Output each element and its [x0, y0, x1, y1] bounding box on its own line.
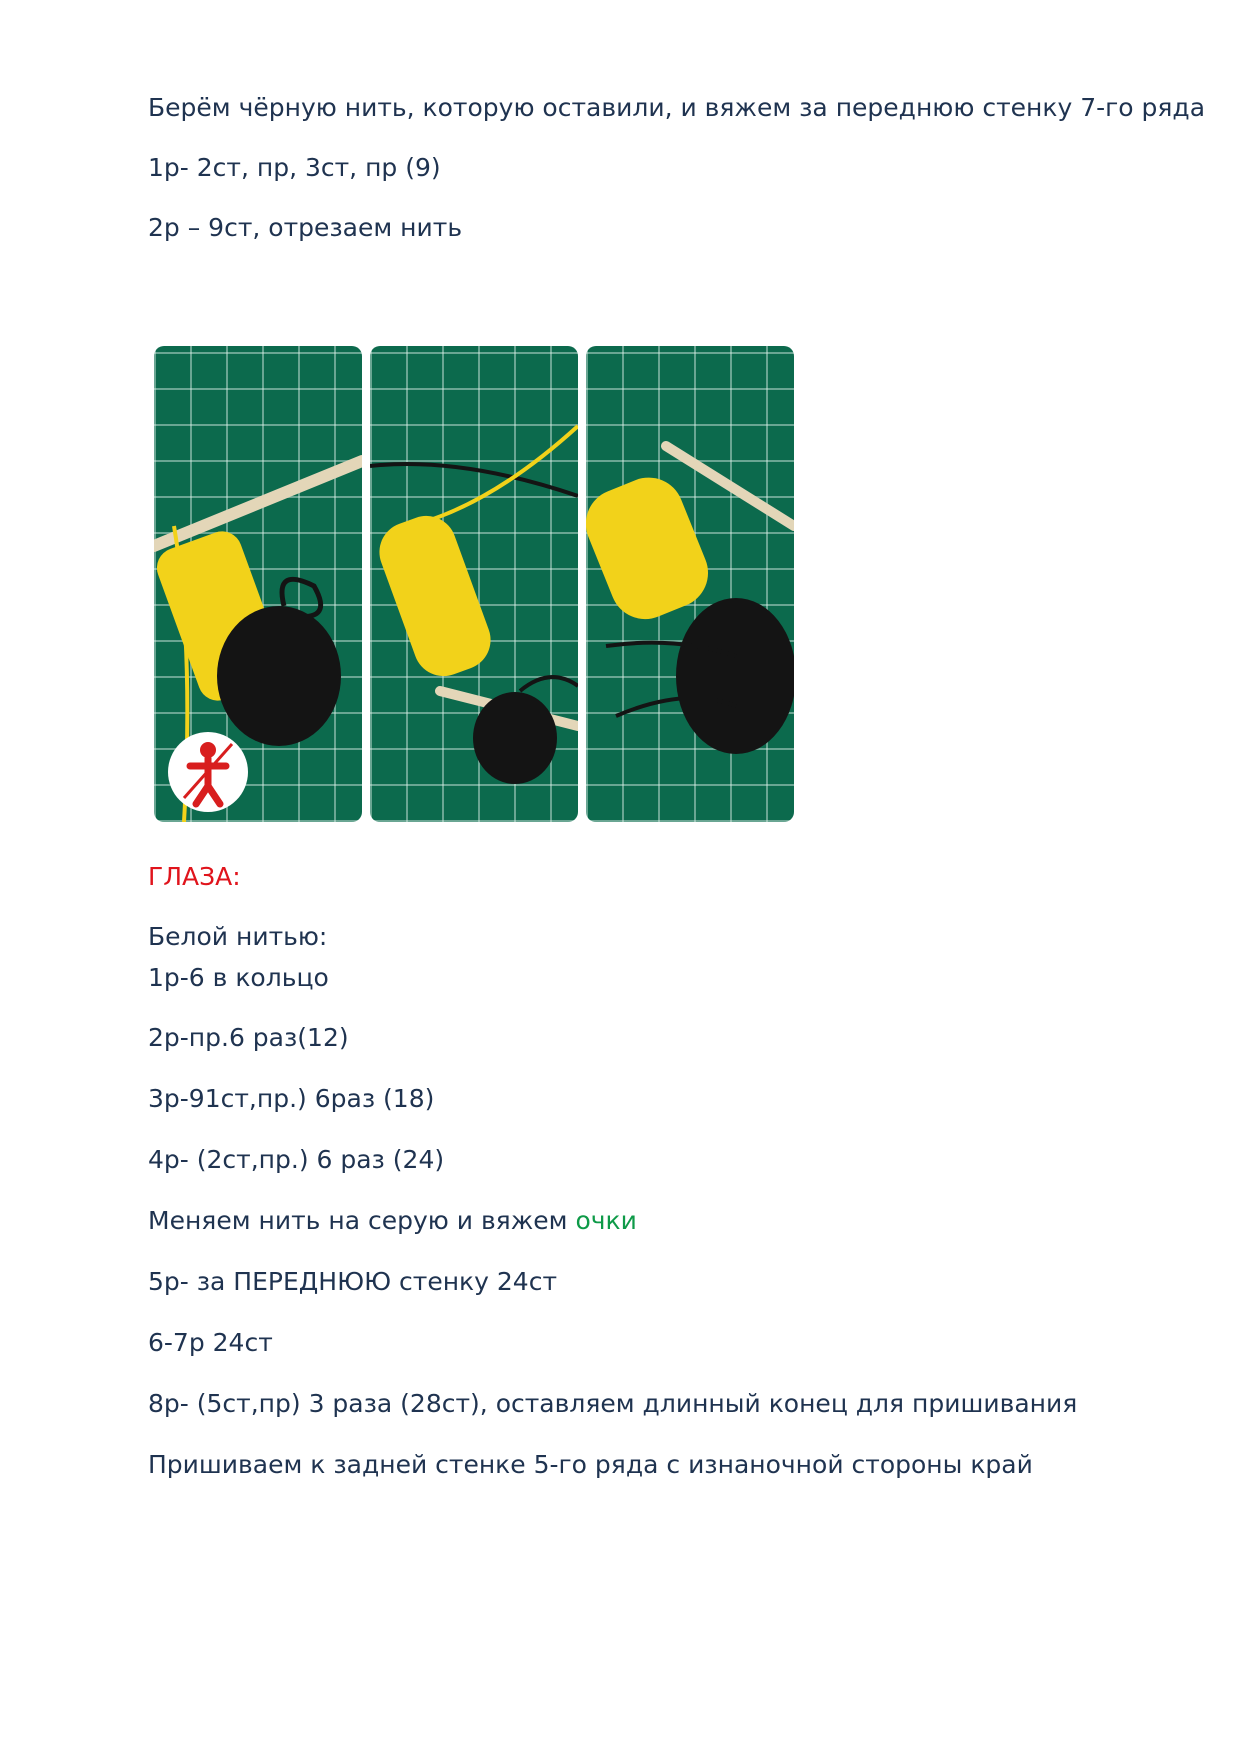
highlight-glasses: очки	[575, 1206, 637, 1235]
eyes-line-2: 1р-6 в кольцо	[148, 963, 329, 992]
eyes-line-5: 4р- (2ст,пр.) 6 раз (24)	[148, 1145, 445, 1174]
photo-collage	[154, 346, 794, 822]
intro-line-1: Берём чёрную нить, которую оставили, и вяжем за переднюю стенку 7-го ряда	[148, 93, 1206, 122]
intro-line-2: 1р- 2ст, пр, 3ст, пр (9)	[148, 153, 441, 182]
eyes-line-3: 2р-пр.6 раз(12)	[148, 1023, 349, 1052]
eyes-line-4: 3р-91ст,пр.) 6раз (18)	[148, 1084, 435, 1113]
eyes-line-10: Пришиваем к задней стенке 5-го ряда с изнаночной стороны край	[148, 1450, 1033, 1479]
eyes-line-7: 5р- за ПЕРЕДНЮЮ стенку 24ст	[148, 1267, 558, 1296]
eyes-line-8: 6-7р 24ст	[148, 1328, 273, 1357]
photo-step-3	[586, 346, 794, 822]
intro-line-3: 2р – 9ст, отрезаем нить	[148, 213, 463, 242]
section-heading-eyes: ГЛАЗА:	[148, 862, 241, 891]
eyes-line-6-text: Меняем нить на серую и вяжем	[148, 1206, 576, 1235]
eyes-line-9: 8р- (5ст,пр) 3 раза (28ст), оставляем длинный конец для пришивания	[148, 1389, 1078, 1418]
photo-step-1	[154, 346, 362, 822]
eyes-line-6	[148, 1206, 637, 1236]
eyes-line-1: Белой нитью:	[148, 922, 328, 951]
photo-step-2	[370, 346, 578, 822]
